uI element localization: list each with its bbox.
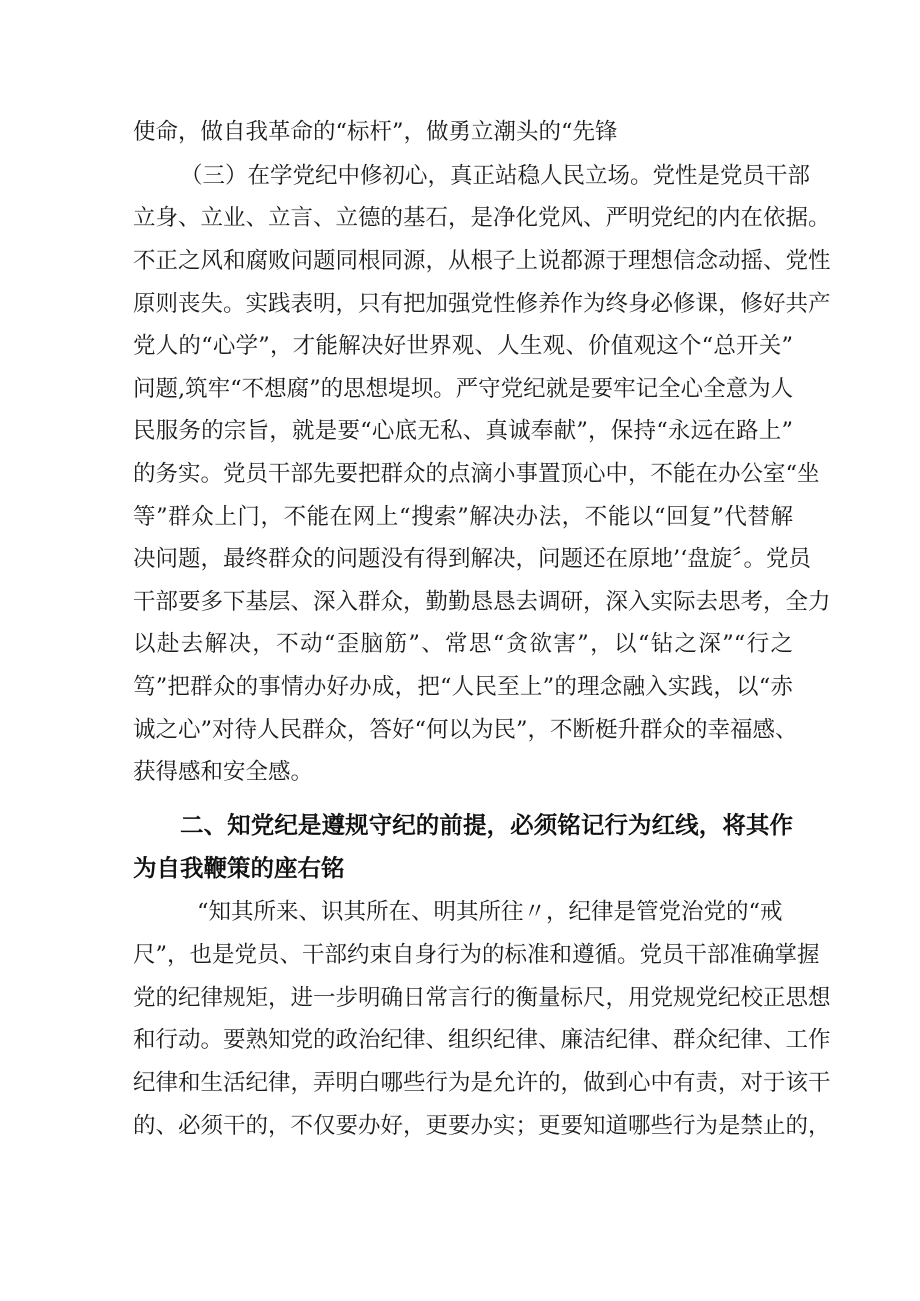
body-line: 的务实。党员干部先要把群众的点滴小事置顶心中，不能在办公室“坐 [133, 461, 820, 487]
body-line: 立身、立业、立言、立德的基石，是净化党风、严明党纪的内在依据。 [133, 205, 831, 231]
body-line: 原则丧失。实践表明，只有把加强党性修养作为终身必修课，修好共产 [133, 291, 831, 317]
body-line: 使命，做自我革命的“标杆”，做勇立潮头的“先锋 [133, 119, 618, 145]
body-line: “知其所来、识其所在、明其所往〃，纪律是管党治党的“戒 [197, 899, 783, 925]
body-line: 民服务的宗旨，就是要“心底无私、真诚奉献”，保持“永远在路上” [133, 418, 793, 444]
body-line: 诚之心”对待人民群众，答好“何以为民”，不断梃升群众的幸福感、 [133, 717, 798, 743]
body-line: 获得感和安全感。 [133, 759, 314, 785]
body-line: 以赴去解决，不动“歪脑筋”、常思“贪欲害”，以“钻之深”“行之 [133, 631, 793, 657]
body-line: 党人的“心学”，才能解决好世界观、人生观、价值观这个“总开关” [133, 333, 793, 359]
body-line: 决问题，最终群众的问题没有得到解决，问题还在原地’‘盘旋〞。党员 [133, 546, 812, 572]
section-heading: 二、知党纪是遵规守纪的前提，必须铭记行为红线，将其作 [180, 811, 793, 839]
body-line: 的、必须干的，不仅要办好，更要办实；更要知道哪些行为是禁止的， [133, 1113, 831, 1139]
body-line: 等”群众上门，不能在网上“搜索”解决办法，不能以“回复”代替解 [133, 504, 793, 530]
body-line: 干部要多下基层、深入群众，勤勤恳恳去调研，深入实际去思考，全力 [133, 589, 831, 615]
section-heading: 为自我鞭策的座右铭 [133, 854, 345, 882]
body-line: 党的纪律规矩，进一步明确日常言行的衡量标尺，用党规党纪校正思想 [133, 985, 831, 1011]
body-line: 笃”把群众的事情办好办成，把“人民至上”的理念融入实践，以“赤 [133, 674, 793, 700]
body-line: 纪律和生活纪律，弄明白哪些行为是允许的，做到心中有责，对于该干 [133, 1070, 831, 1096]
body-line: （三）在学党纪中修初心，真正站稳人民立场。党性是党员干部 [180, 163, 811, 189]
body-line: 尺”，也是党员、干部约束自身行为的标准和遵循。党员干部准确掌握 [133, 942, 820, 968]
body-line: 不正之风和腐败问题同根同源，从根子上说都源于理想信念动摇、党性 [133, 248, 831, 274]
body-line: 和行动。要熟知党的政治纪律、组织纪律、廉洁纪律、群众纪律、工作 [133, 1027, 831, 1053]
body-line: 问题,筑牢“不想腐”的思想堤坝。严守党纪就是要牢记全心全意为人 [133, 376, 794, 402]
